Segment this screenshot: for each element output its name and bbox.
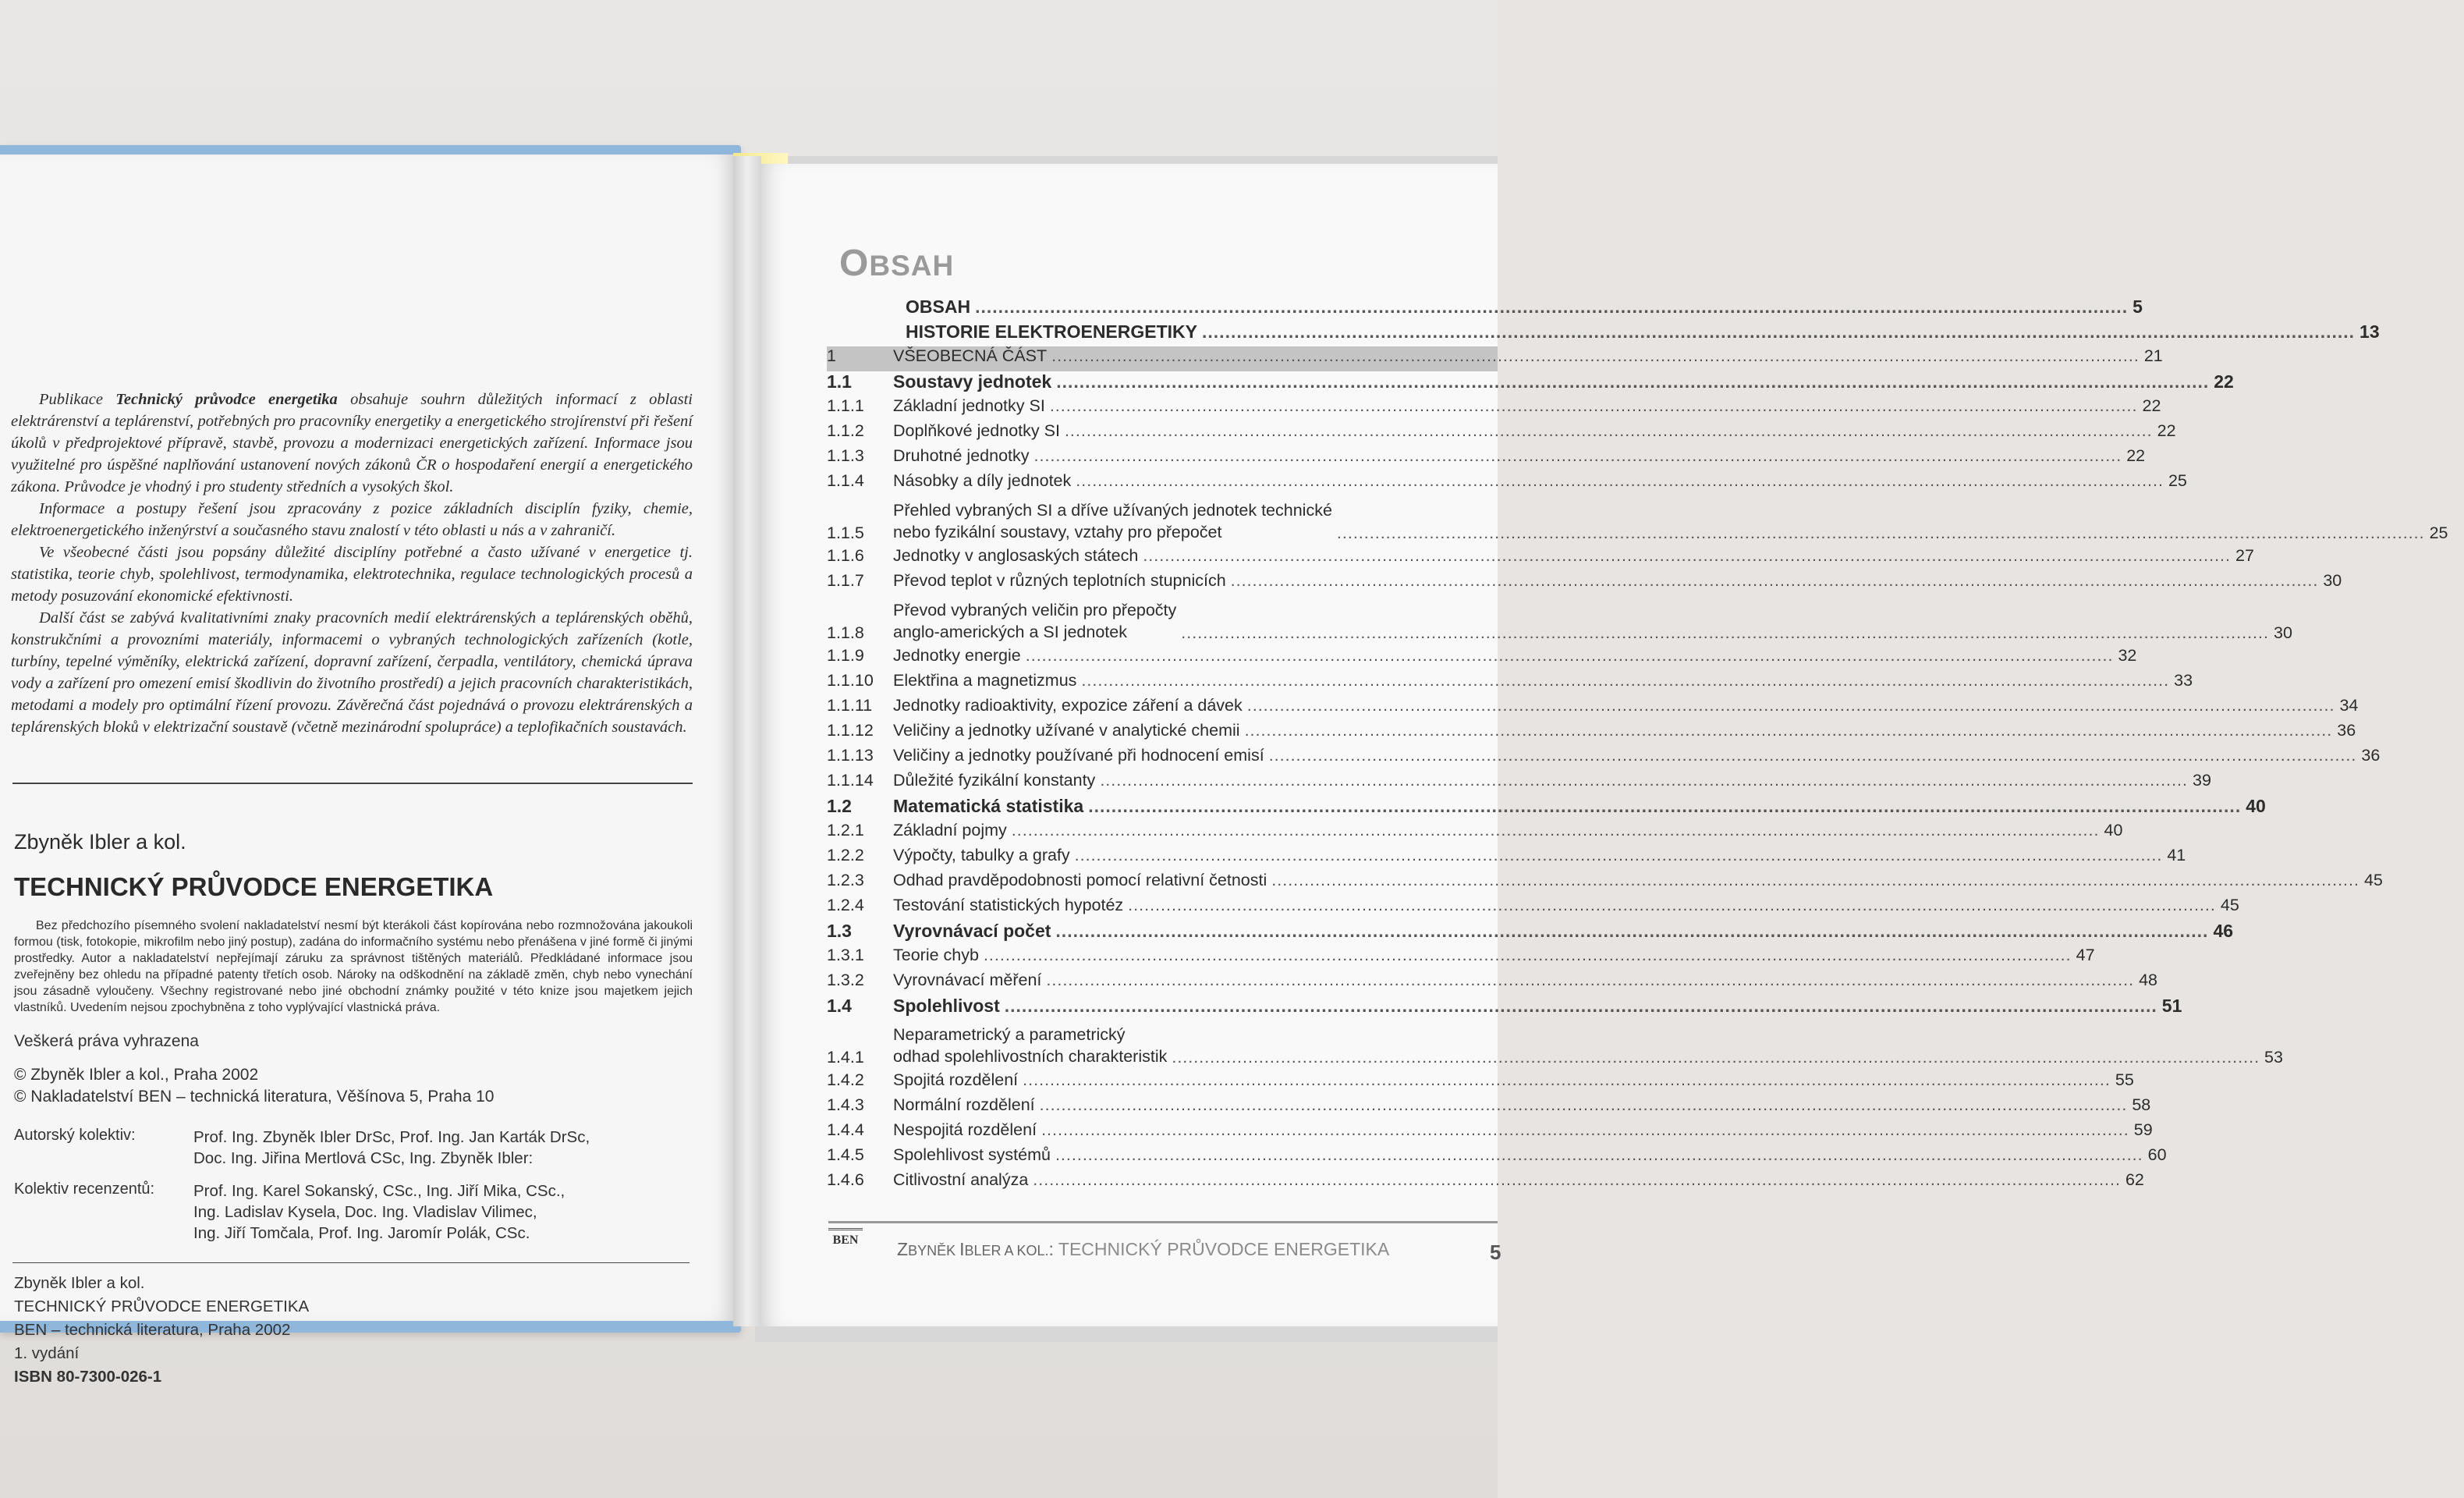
- toc-leader-dots: ........................................................................................................................................................................................................: [1271, 871, 2359, 889]
- toc-entry[interactable]: [827, 671, 2193, 696]
- toc-title: VŠEOBECNÁ ČÁST: [893, 346, 1048, 365]
- toc-title: Testování statistických hypotéz: [893, 896, 1124, 914]
- toc-entry[interactable]: [827, 1170, 2144, 1195]
- page-footer: [897, 1239, 1389, 1260]
- toc-leader-dots: ........................................................................................................................................................................................................: [1046, 971, 2135, 989]
- toc-title: Vyrovnávací počet: [893, 921, 1051, 941]
- copyright-publisher: © Nakladatelství BEN – technická literatura, Věšínova 5, Praha 10: [14, 1088, 495, 1106]
- toc-leader-dots: ........................................................................................................................................................................................................: [1055, 1145, 2143, 1164]
- toc-leader-dots: ........................................................................................................................................................................................................: [1004, 996, 2157, 1016]
- toc-title: Odhad pravděpodobnosti pomocí relativní četnosti: [893, 871, 1267, 889]
- authors-label: Autorský kolektiv:: [14, 1127, 136, 1144]
- isbn: ISBN 80-7300-026-1: [14, 1368, 162, 1386]
- toc-number: 1.1.12: [827, 721, 874, 740]
- toc-number: 1: [827, 346, 836, 365]
- toc-entry[interactable]: [827, 571, 2342, 596]
- toc-leader-dots: ........................................................................................................................................................................................................: [1056, 371, 2210, 392]
- left-page: [0, 154, 733, 1386]
- toc-leader-dots: ........................................................................................................................................................................................................: [1230, 571, 2319, 590]
- toc-title: Matematická statistika: [893, 796, 1084, 816]
- toc-title: Vyrovnávací měření: [893, 971, 1042, 989]
- toc-leader-dots: ........................................................................................................................................................................................................: [1033, 446, 2122, 465]
- toc-entry[interactable]: [827, 946, 2095, 971]
- legal-notice: Bez předchozího písemného svolení nakladatelství nesmí být kterákoli část kopírována nebo rozmnožována jakoukoli formou (tisk, fotokopie, mikrofilm nebo jiný postup), zadána do informačního systému nebo přenášena v jiné formě či jinými prostředky. Autor a nakladatelství nepřejímají záruku za správnost tištěných materiálů. Předkládané informace jsou zveřejněny bez ohledu na případné patenty třetích osob. Nároky na odškodnění na základě změn, chyb nebo vynechání jsou zásadně vyloučeny. Všechny registrované nebo jiné obchodní známky použité v této knize jsou majetkem jejich vlastníků. Uvedením nejsou zpochybněna z toho vyplývající vlastnická práva.: [14, 919, 693, 1014]
- toc-entry[interactable]: [827, 1021, 2283, 1070]
- authors-line: Prof. Ing. Zbyněk Ibler DrSc, Prof. Ing. Jan Karták DrSc,: [193, 1128, 590, 1146]
- toc-entry[interactable]: [827, 421, 2176, 446]
- heading-initial: O: [839, 243, 870, 284]
- toc-number: 1.2.3: [827, 871, 864, 889]
- toc-number: 1.1: [827, 371, 852, 392]
- toc-entry[interactable]: [827, 446, 2146, 471]
- toc-entry[interactable]: [827, 471, 2187, 496]
- toc-title: Druhotné jednotky: [893, 446, 1030, 465]
- toc-number: 1.1.7: [827, 571, 864, 590]
- footer-text: :: [1048, 1239, 1054, 1259]
- toc-leader-dots: ........................................................................................................................................................................................................: [1128, 896, 2216, 914]
- toc-title: OBSAH: [906, 296, 971, 317]
- toc-leader-dots: ........................................................................................................................................................................................................: [1081, 671, 2170, 690]
- toc-number: 1.4.3: [827, 1095, 864, 1114]
- toc-leader-dots: ........................................................................................................................................................................................................: [1033, 1170, 2121, 1189]
- toc-number: 1.1.6: [827, 546, 864, 565]
- rights-reserved: Veškerá práva vyhrazena: [14, 1032, 199, 1050]
- toc-page: 62: [2125, 1170, 2144, 1189]
- toc-page: 41: [2167, 846, 2186, 864]
- toc-leader-dots: ........................................................................................................................................................................................................: [1244, 721, 2333, 740]
- intro-bold-title: Technický průvodce energetika: [115, 391, 338, 408]
- toc-page: 13: [2359, 321, 2380, 342]
- reviewers-line: Ing. Ladislav Kysela, Doc. Ing. Vladislav Vilimec,: [193, 1203, 537, 1221]
- toc-number: 1.3.2: [827, 971, 864, 989]
- toc-leader-dots: ........................................................................................................................................................................................................: [1051, 346, 2140, 365]
- toc-title: Násobky a díly jednotek: [893, 471, 1072, 490]
- footer-title: TECHNICKÝ PRŮVODCE ENERGETIKA: [1058, 1239, 1390, 1259]
- intro-text-span: Ve všeobecné části jsou popsány důležité disciplíny potřebné a často užívané v energetice tj. statistika, teorie chyb, spolehlivost, termodynamika, elektrotechnika, regulace technologických procesů a metody posuzování ekonomické efektivnosti.: [11, 544, 693, 605]
- toc-entry[interactable]: [827, 321, 2380, 346]
- toc-entry[interactable]: [827, 371, 2234, 396]
- toc-page: 40: [2246, 796, 2266, 816]
- toc-title: Nespojitá rozdělení: [893, 1120, 1037, 1139]
- toc-entry[interactable]: [827, 296, 2143, 321]
- toc-title: Elektřina a magnetizmus: [893, 671, 1077, 690]
- imprint-line: TECHNICKÝ PRŮVODCE ENERGETIKA: [14, 1297, 310, 1315]
- toc-leader-dots: ........................................................................................................................................................................................................: [1172, 1048, 2260, 1067]
- toc-number: 1.3: [827, 921, 852, 941]
- footer-rule: [828, 1221, 1498, 1223]
- toc-number: 1.4.5: [827, 1145, 864, 1164]
- footer-text: I: [959, 1239, 965, 1259]
- toc-page: 51: [2161, 996, 2182, 1016]
- toc-number: 1.4.2: [827, 1070, 864, 1089]
- toc-entry[interactable]: [827, 696, 2359, 721]
- toc-number: 1.1.2: [827, 421, 864, 440]
- toc-page: 45: [2220, 896, 2239, 914]
- toc-leader-dots: ........................................................................................................................................................................................................: [1076, 471, 2164, 490]
- divider: [12, 783, 693, 784]
- intro-paragraph: [11, 498, 693, 541]
- toc-leader-dots: ........................................................................................................................................................................................................: [1202, 321, 2356, 342]
- toc-entry[interactable]: [827, 821, 2123, 846]
- toc-entry[interactable]: [827, 996, 2182, 1021]
- toc-title: Převod teplot v různých teplotních stupnicích: [893, 571, 1226, 590]
- divider: [12, 1262, 690, 1263]
- toc-entry[interactable]: [827, 796, 2266, 821]
- toc-number: 1.4.1: [827, 1048, 864, 1067]
- toc-leader-dots: ........................................................................................................................................................................................................: [1064, 421, 2153, 440]
- toc-entry[interactable]: [827, 1145, 2167, 1170]
- toc-leader-dots: ........................................................................................................................................................................................................: [1143, 546, 2231, 565]
- toc-page: 47: [2076, 946, 2095, 964]
- book-spine: [733, 156, 761, 1326]
- toc-entry[interactable]: [827, 921, 2234, 946]
- toc-page: 30: [2273, 623, 2292, 642]
- toc-leader-dots: ........................................................................................................................................................................................................: [1074, 846, 2163, 864]
- toc-page: 22: [2126, 446, 2146, 465]
- toc-title: Přehled vybraných SI a dříve užívaných jednotek technické nebo fyzikální soustavy, vztahy pro přepočet: [893, 501, 1332, 541]
- toc-number: 1.4.4: [827, 1120, 864, 1139]
- toc-leader-dots: ........................................................................................................................................................................................................: [1025, 646, 2114, 665]
- toc-leader-dots: ........................................................................................................................................................................................................: [1023, 1070, 2111, 1089]
- intro-paragraph: [11, 607, 693, 738]
- toc-entry[interactable]: [827, 1120, 2153, 1145]
- toc-leader-dots: ........................................................................................................................................................................................................: [975, 296, 2129, 317]
- toc-entry[interactable]: [827, 746, 2381, 771]
- toc-entry[interactable]: [827, 646, 2137, 671]
- toc-title: Citlivostní analýza: [893, 1170, 1029, 1189]
- toc-page: 27: [2235, 546, 2254, 565]
- toc-number: 1.2.2: [827, 846, 864, 864]
- toc-number: 1.1.13: [827, 746, 874, 765]
- toc-leader-dots: ........................................................................................................................................................................................................: [1246, 696, 2335, 715]
- footer-text: BLER A KOL.: [964, 1243, 1049, 1258]
- toc-title: Neparametrický a parametrický odhad spolehlivostních charakteristik: [893, 1025, 1168, 1066]
- toc-title: Jednotky radioaktivity, expozice záření a dávek: [893, 696, 1243, 715]
- toc-number: 1.2.1: [827, 821, 864, 840]
- toc-page: 39: [2193, 771, 2211, 790]
- toc-leader-dots: ........................................................................................................................................................................................................: [1268, 746, 2357, 765]
- toc-page: 25: [2168, 471, 2187, 490]
- toc-entry[interactable]: [827, 896, 2239, 921]
- toc-number: 1.4.6: [827, 1170, 864, 1189]
- copyright-author: © Zbyněk Ibler a kol., Praha 2002: [14, 1066, 259, 1084]
- toc-entry[interactable]: [827, 546, 2254, 571]
- toc-entry[interactable]: [827, 846, 2186, 871]
- toc-number: 1.1.14: [827, 771, 874, 790]
- footer-text: Z: [897, 1239, 909, 1259]
- toc-number: 1.4: [827, 996, 852, 1016]
- toc-title: Spojitá rozdělení: [893, 1070, 1019, 1089]
- toc-entry[interactable]: [827, 496, 2448, 546]
- toc-leader-dots: ........................................................................................................................................................................................................: [1049, 396, 2138, 415]
- toc-entry[interactable]: [827, 771, 2211, 796]
- toc-title: HISTORIE ELEKTROENERGETIKY: [906, 321, 1198, 342]
- toc-page: 21: [2143, 346, 2163, 365]
- toc-number: 1.2.4: [827, 896, 864, 914]
- toc-title: Teorie chyb: [893, 946, 979, 964]
- toc-number: 1.1.10: [827, 671, 874, 690]
- toc-page: 36: [2361, 746, 2381, 765]
- toc-page: 5: [2133, 296, 2143, 317]
- toc-page: 58: [2132, 1095, 2151, 1114]
- intro-text-span: obsahuje souhrn důležitých informací z oblasti elektrárenství a teplárenství, potřebných pro pracovníky energetiky a energetického strojírenství při řešení úkolů v předprojektové přípravě, stavbě, provozu a modernizaci energetických zařízení. Informace jsou využitelné pro úspěšné naplňování ustanovení nových zákonů ČR o hospodaření energií a energetického zákona. Průvodce je vhodný i pro studenty středních a vysokých škol.: [11, 391, 693, 495]
- toc-entry[interactable]: [827, 871, 2383, 896]
- toc-leader-dots: ........................................................................................................................................................................................................: [1181, 623, 2269, 642]
- toc-page: 36: [2337, 721, 2356, 740]
- toc-leader-dots: ........................................................................................................................................................................................................: [1039, 1095, 2128, 1114]
- table-of-contents: [827, 296, 2448, 1195]
- toc-leader-dots: ........................................................................................................................................................................................................: [1011, 821, 2100, 840]
- toc-leader-dots: ........................................................................................................................................................................................................: [1336, 524, 2425, 542]
- toc-page: 22: [2214, 371, 2234, 392]
- toc-title: Jednotky v anglosaských státech: [893, 546, 1139, 565]
- toc-page: 22: [2142, 396, 2161, 415]
- toc-entry[interactable]: [827, 396, 2161, 421]
- toc-title: Důležité fyzikální konstanty: [893, 771, 1096, 790]
- toc-page: 48: [2139, 971, 2158, 989]
- intro-text-span: Informace a postupy řešení jsou zpracovány z pozice základních disciplín fyziky, chemie, elektroenergetického inženýrství a současného stavu znalostí v této oblasti u nás a v zahraničí.: [11, 500, 693, 539]
- intro-text-span: Publikace: [39, 391, 116, 408]
- toc-page: 53: [2264, 1048, 2283, 1067]
- toc-entry[interactable]: [827, 721, 2356, 746]
- imprint-line: BEN – technická literatura, Praha 2002: [14, 1321, 291, 1339]
- toc-page: 46: [2213, 921, 2234, 941]
- toc-title: Veličiny a jednotky užívané v analytické chemii: [893, 721, 1240, 740]
- toc-number: 1.1.5: [827, 524, 864, 542]
- intro-text: [11, 389, 693, 738]
- toc-page: 25: [2429, 524, 2448, 542]
- toc-title: Spolehlivost: [893, 996, 1000, 1016]
- toc-entry[interactable]: [827, 971, 2158, 996]
- intro-paragraph: [11, 389, 693, 498]
- toc-leader-dots: ........................................................................................................................................................................................................: [1100, 771, 2188, 790]
- toc-number: 1.1.8: [827, 623, 864, 642]
- heading-rest: BSAH: [869, 250, 955, 282]
- toc-title: Převod vybraných veličin pro přepočty anglo-amerických a SI jednotek: [893, 601, 1177, 641]
- toc-leader-dots: ........................................................................................................................................................................................................: [983, 946, 2072, 964]
- toc-number: 1.1.9: [827, 646, 864, 665]
- imprint: [14, 1272, 309, 1389]
- toc-title: Soustavy jednotek: [893, 371, 1052, 392]
- toc-page: 22: [2157, 421, 2176, 440]
- reviewers-label: Kolektiv recenzentů:: [14, 1180, 155, 1198]
- toc-leader-dots: ........................................................................................................................................................................................................: [1055, 921, 2209, 941]
- toc-leader-dots: ........................................................................................................................................................................................................: [1088, 796, 2242, 816]
- toc-entry[interactable]: [827, 1095, 2151, 1120]
- book-title: TECHNICKÝ PRŮVODCE ENERGETIKA: [14, 872, 494, 901]
- toc-page: 45: [2363, 871, 2383, 889]
- toc-page: 59: [2133, 1120, 2153, 1139]
- toc-title: Doplňkové jednotky SI: [893, 421, 1060, 440]
- toc-title: Jednotky energie: [893, 646, 1021, 665]
- toc-title: Veličiny a jednotky používané při hodnocení emisí: [893, 746, 1264, 765]
- toc-number: 1.1.3: [827, 446, 864, 465]
- book-author: Zbyněk Ibler a kol.: [14, 830, 186, 854]
- ben-logo: BEN: [828, 1228, 863, 1251]
- toc-page: 40: [2104, 821, 2123, 840]
- authors-list: [193, 1127, 590, 1169]
- toc-title: Základní pojmy: [893, 821, 1007, 840]
- toc-title: Základní jednotky SI: [893, 396, 1045, 415]
- toc-title: Normální rozdělení: [893, 1095, 1035, 1114]
- authors-line: Doc. Ing. Jiřina Mertlová CSc, Ing. Zbyněk Ibler:: [193, 1149, 534, 1167]
- page-number: 5: [1490, 1241, 1501, 1264]
- toc-title: Spolehlivost systémů: [893, 1145, 1051, 1164]
- imprint-line: Zbyněk Ibler a kol.: [14, 1274, 145, 1292]
- toc-page: 34: [2339, 696, 2359, 715]
- contents-heading: [839, 242, 954, 285]
- toc-entry[interactable]: [827, 1070, 2134, 1095]
- intro-text-span: Další část se zabývá kvalitativními znaky pracovních medií elektrárenských a teplárenských oběhů, konstrukčními a provozními materiály, informacemi o vybraných technologických zařízeních (kotle, turbíny, tepelné výměníky, elektrická zařízení, dopravní zařízení, čerpadla, ventilátory, chemická úprava vody a zařízení pro omezení emisí škodlivin do životního prostředí) a jejich pracovních charakteristikách, metodami a modely pro optimální řízení provozu. Závěrečná část pojednává o provozu elektrárenských a teplárenských bloků v elektrizační soustavě (včetně mezinárodní spolupráce) a teplofikačních soustavách.: [11, 609, 693, 736]
- imprint-line: 1. vydání: [14, 1344, 80, 1362]
- toc-number: 1.1.1: [827, 396, 864, 415]
- reviewers-line: Ing. Jiří Tomčala, Prof. Ing. Jaromír Polák, CSc.: [193, 1224, 530, 1242]
- toc-title: Výpočty, tabulky a grafy: [893, 846, 1070, 864]
- toc-leader-dots: ........................................................................................................................................................................................................: [1041, 1120, 2129, 1139]
- footer-text: BYNĚK: [908, 1243, 960, 1258]
- toc-page: 32: [2118, 646, 2137, 665]
- toc-entry[interactable]: [827, 346, 2163, 371]
- reviewers-line: Prof. Ing. Karel Sokanský, CSc., Ing. Jiří Mika, CSc.,: [193, 1182, 565, 1200]
- toc-number: 1.1.11: [827, 696, 873, 715]
- toc-page: 30: [2323, 571, 2342, 590]
- toc-entry[interactable]: [827, 596, 2292, 646]
- toc-page: 33: [2174, 671, 2193, 690]
- reviewers-list: [193, 1180, 565, 1244]
- toc-number: 1.1.4: [827, 471, 864, 490]
- intro-paragraph: [11, 541, 693, 607]
- toc-number: 1.3.1: [827, 946, 864, 964]
- toc-page: 60: [2147, 1145, 2167, 1164]
- toc-page: 55: [2115, 1070, 2134, 1089]
- toc-number: 1.2: [827, 796, 852, 816]
